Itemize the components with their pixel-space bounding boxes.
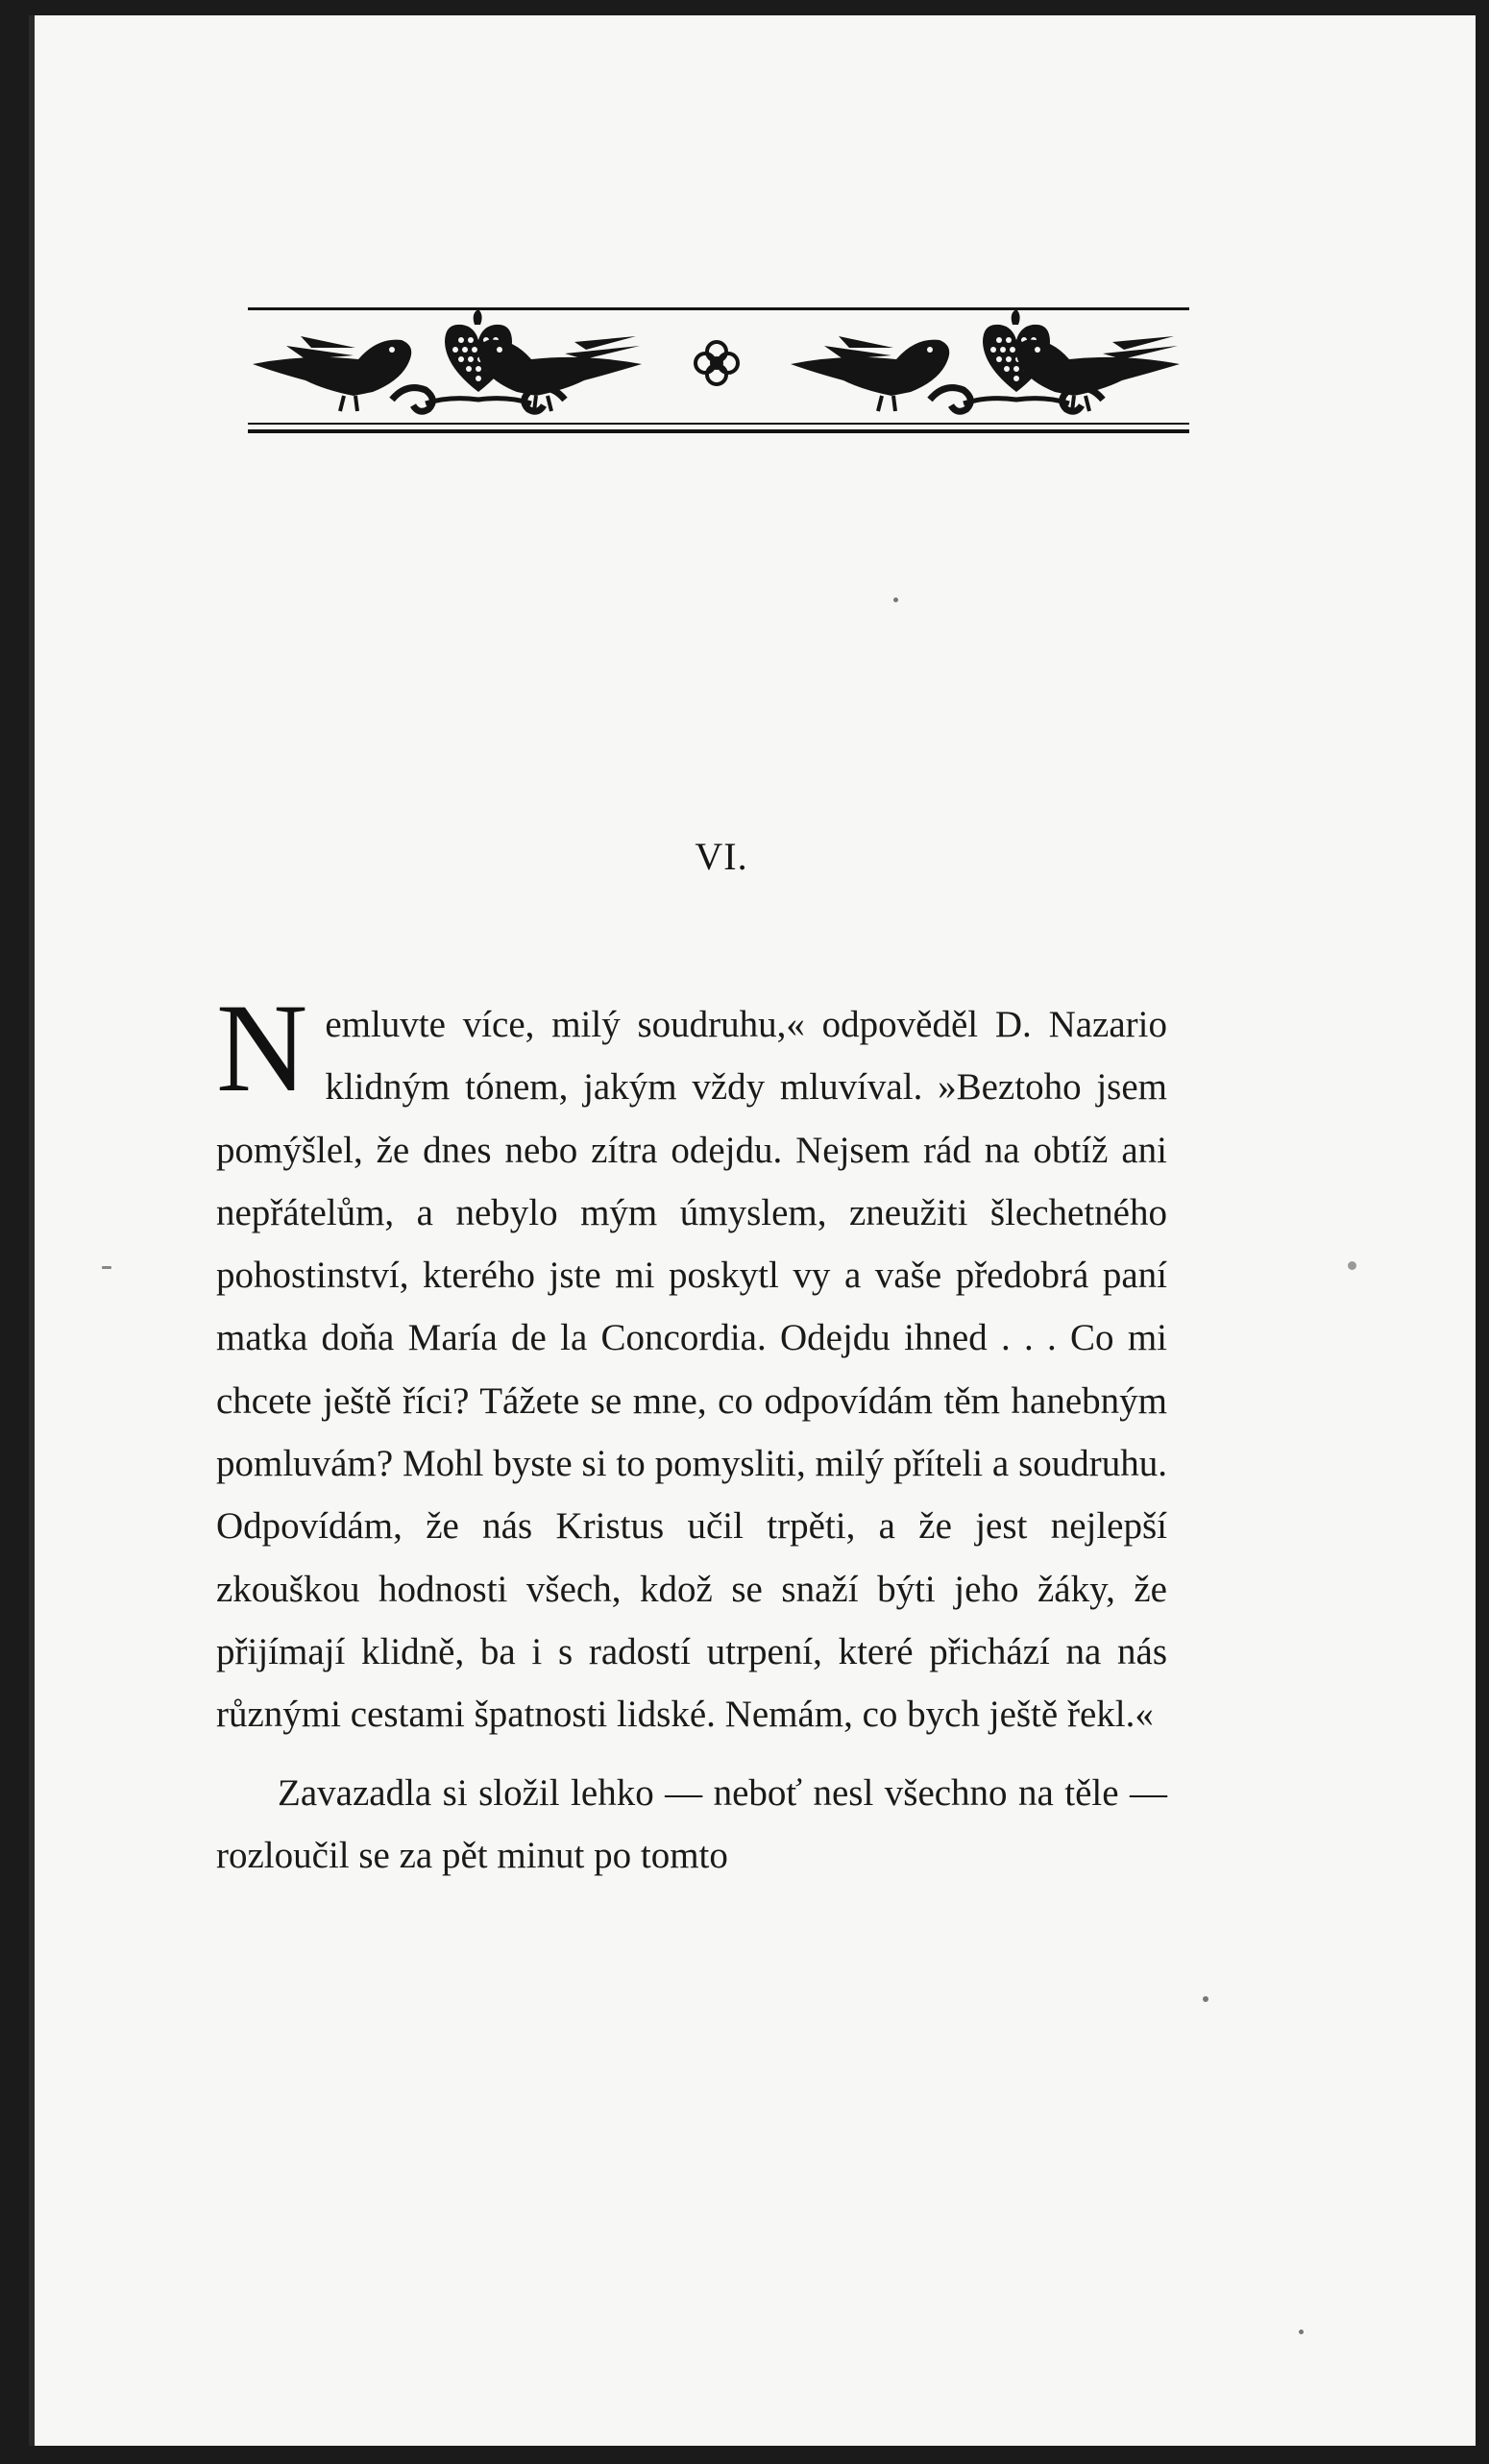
paragraph [216, 977, 1167, 1746]
folk-birds-heart-ornament-icon [248, 304, 1189, 440]
book-page [29, 15, 1476, 2446]
scan-speck [1203, 1996, 1208, 2002]
paragraph-text: emluvte více, milý soudruhu,« odpověděl D. Nazario klidným tónem, jakým vždy mluvíval. »Beztoho jsem pomýšlel, že dnes nebo zítra odejdu. Nejsem rád na obtíž ani nepřátelům, a nebylo mým úmyslem, zneužiti šlechetného pohostinství, kterého jste mi poskytl vy a vaše předobrá paní matka doňa María de la Concordia. Odejdu ihned . . . Co mi chcete ještě říci? Tážete se mne, co odpovídám těm hanebným pomluvám? Mohl byste si to pomysliti, milý příteli a soudruhu. Odpovídám, že nás Kristus učil trpěti, a že jest nejlepší zkouškou hodnosti všech, kdož se snaží býti jeho žáky, že přijímají klidně, ba i s radostí utrpení, které přichází na nás různými cestami špatnosti lidské. Nemám, co bych ještě řekl.« [216, 1004, 1167, 1736]
paragraph: Zavazadla si složil lehko — neboť nesl všechno na těle — rozloučil se za pět minut po tomto [216, 1771, 1167, 1876]
scan-speck [1348, 1261, 1356, 1270]
chapter-heading: VI. [695, 835, 748, 878]
chapter-body [216, 977, 1167, 1887]
scan-speck [102, 1266, 111, 1269]
scan-speck [893, 598, 898, 602]
scan-speck [1299, 2330, 1304, 2334]
drop-cap: N [216, 977, 308, 1118]
